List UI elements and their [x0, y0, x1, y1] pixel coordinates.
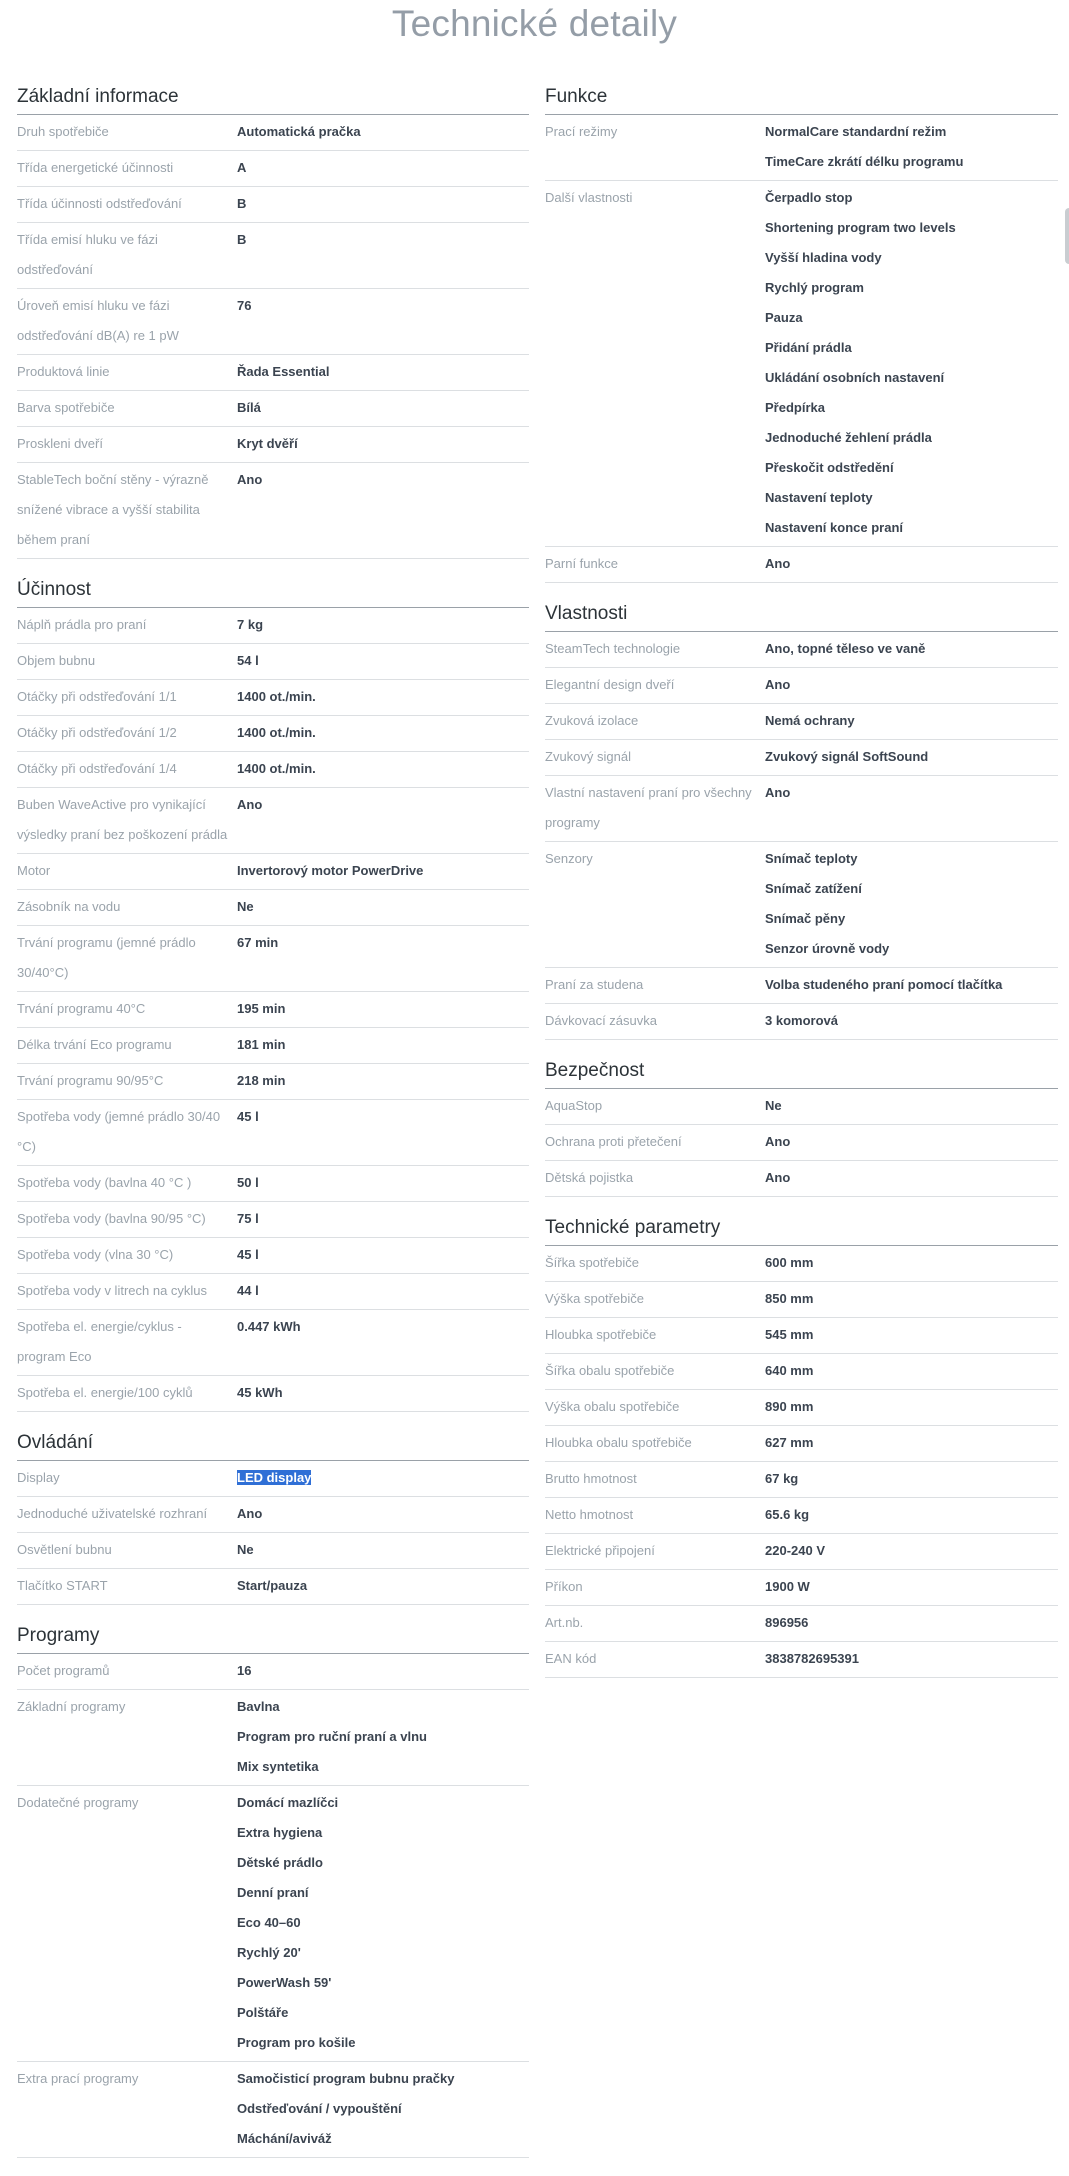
spec-value: Ano [237, 797, 263, 812]
spec-values [237, 1240, 529, 1270]
spec-values [765, 1356, 1058, 1386]
spec-label: Náplň prádla pro praní [17, 617, 147, 632]
spec-label: Hloubka obalu spotřebiče [545, 1435, 692, 1450]
spec-value: PowerWash 59' [237, 1975, 332, 1990]
spec-section-ucinnost [17, 577, 529, 1412]
spec-label: Jednoduché uživatelské rozhraní [17, 1506, 208, 1521]
spec-values [765, 1644, 1058, 1674]
spec-value: Rychlý program [765, 280, 864, 295]
spec-values [765, 742, 1058, 772]
spec-value: Rychlý 20' [237, 1945, 301, 1960]
spec-value: Zvukový signál SoftSound [765, 749, 929, 764]
spec-label: Dodatečné programy [17, 1795, 139, 1810]
spec-value: Ne [237, 899, 254, 914]
section-title: Základní informace [17, 84, 529, 115]
spec-value: Odstřeďování / vypouštění [237, 2101, 402, 2116]
spec-values [237, 1535, 529, 1565]
spec-value: Snímač teploty [765, 851, 858, 866]
spec-label: Zvuková izolace [545, 713, 639, 728]
spec-value: Ano, topné těleso ve vaně [765, 641, 926, 656]
spec-value: Shortening program two levels [765, 220, 956, 235]
spec-section-technicke-parametry [545, 1215, 1058, 1678]
spec-value: Ano [237, 1506, 263, 1521]
spec-label: Druh spotřebiče [17, 124, 109, 139]
spec-value: NormalCare standardní režim [765, 124, 947, 139]
spec-section-vlastnosti [545, 601, 1058, 1040]
spec-section-zakladni-informace [17, 84, 529, 559]
spec-label: Osvětlení bubnu [17, 1542, 112, 1557]
spec-value: 545 mm [765, 1327, 814, 1342]
spec-row [545, 1004, 1058, 1040]
spec-label: Zásobník na vodu [17, 899, 121, 914]
spec-label: Zvukový signál [545, 749, 631, 764]
spec-row [17, 391, 529, 427]
spec-label: Hloubka spotřebiče [545, 1327, 657, 1342]
spec-value: Nemá ochrany [765, 713, 855, 728]
spec-values [765, 778, 1058, 838]
spec-row [545, 1246, 1058, 1282]
spec-row [17, 1274, 529, 1310]
spec-label: Barva spotřebiče [17, 400, 115, 415]
spec-row [17, 1064, 529, 1100]
spec-value: Ano [765, 1134, 791, 1149]
spec-row [17, 463, 529, 559]
spec-values [765, 1163, 1058, 1193]
spec-section-ovladani [17, 1430, 529, 1605]
spec-label: Display [17, 1470, 60, 1485]
right-column [545, 84, 1058, 2176]
spec-value: 3838782695391 [765, 1651, 859, 1666]
spec-row [17, 926, 529, 992]
spec-row [545, 704, 1058, 740]
section-title: Vlastnosti [545, 601, 1058, 632]
spec-value: Program pro ruční praní a vlnu [237, 1729, 427, 1744]
spec-values [765, 1428, 1058, 1458]
spec-label: Praní za studena [545, 977, 644, 992]
spec-value: Jednoduché žehlení prádla [765, 430, 932, 445]
spec-value: 44 l [237, 1283, 259, 1298]
spec-label: Trvání programu (jemné prádlo 30/40°C) [17, 935, 196, 980]
section-title: Účinnost [17, 577, 529, 608]
spec-values [237, 429, 529, 459]
spec-label: Objem bubnu [17, 653, 96, 668]
spec-value: Ano [765, 785, 791, 800]
spec-label: Ochrana proti přetečení [545, 1134, 682, 1149]
spec-value: 1900 W [765, 1579, 810, 1594]
spec-value: 850 mm [765, 1291, 814, 1306]
spec-values [765, 706, 1058, 736]
spec-row [545, 1125, 1058, 1161]
spec-label: Spotřeba vody (vlna 30 °C) [17, 1247, 174, 1262]
spec-row [545, 1282, 1058, 1318]
spec-values [765, 1248, 1058, 1278]
spec-value: Snímač pěny [765, 911, 846, 926]
spec-row [17, 187, 529, 223]
spec-label: Úroveň emisí hluku ve fázi odstřeďování dB(A) re 1 pW [17, 298, 179, 343]
spec-value: Čerpadlo stop [765, 190, 853, 205]
spec-value: Polštáře [237, 2005, 289, 2020]
spec-row [545, 740, 1058, 776]
spec-row [17, 1310, 529, 1376]
spec-values [765, 1464, 1058, 1494]
spec-row [545, 1534, 1058, 1570]
spec-value: Snímač zatížení [765, 881, 862, 896]
spec-label: Šířka spotřebiče [545, 1255, 639, 1270]
spec-label: Vlastní nastavení praní pro všechny programy [545, 785, 752, 830]
spec-values [237, 357, 529, 387]
spec-label: Senzory [545, 851, 593, 866]
spec-row [17, 644, 529, 680]
spec-values [765, 970, 1058, 1000]
spec-value: Ano [237, 472, 263, 487]
spec-label: Trvání programu 40°C [17, 1001, 146, 1016]
spec-value: 50 l [237, 1175, 259, 1190]
spec-row [17, 1786, 529, 2062]
spec-row [17, 1654, 529, 1690]
spec-row [545, 632, 1058, 668]
spec-value: Start/pauza [237, 1578, 308, 1593]
spec-values [765, 1572, 1058, 1602]
spec-row [17, 608, 529, 644]
spec-row [545, 115, 1058, 181]
spec-value: Bílá [237, 400, 261, 415]
spec-values [237, 1102, 529, 1162]
spec-label: Produktová linie [17, 364, 110, 379]
spec-value: Předpírka [765, 400, 825, 415]
spec-label: Elektrické připojení [545, 1543, 655, 1558]
spec-values [237, 1312, 529, 1372]
spec-value: Ne [765, 1098, 782, 1113]
spec-row [545, 1426, 1058, 1462]
left-column [17, 84, 529, 2176]
spec-row [545, 1318, 1058, 1354]
spec-row [545, 1354, 1058, 1390]
spec-values [765, 844, 1058, 964]
spec-values [765, 1500, 1058, 1530]
spec-label: Spotřeba vody (jemné prádlo 30/40 °C) [17, 1109, 221, 1154]
spec-value: 45 l [237, 1109, 259, 1124]
spec-row [545, 1390, 1058, 1426]
spec-value: Nastavení teploty [765, 490, 873, 505]
spec-value: 7 kg [237, 617, 264, 632]
spec-row [17, 1238, 529, 1274]
spec-values [765, 117, 1058, 177]
spec-label: Spotřeba vody v litrech na cyklus [17, 1283, 208, 1298]
spec-row [17, 115, 529, 151]
spec-row [17, 890, 529, 926]
spec-values [237, 994, 529, 1024]
spec-values [765, 1284, 1058, 1314]
spec-value: Pauza [765, 310, 803, 325]
spec-value: 627 mm [765, 1435, 814, 1450]
spec-label: Buben WaveActive pro vynikající výsledky praní bez poškození prádla [17, 797, 228, 842]
spec-values [237, 1788, 529, 2058]
spec-values [765, 1536, 1058, 1566]
spec-row [17, 1569, 529, 1605]
spec-value: 600 mm [765, 1255, 814, 1270]
spec-value: 1400 ot./min. [237, 761, 316, 776]
spec-value: Automatická pračka [237, 124, 361, 139]
spec-value: 65.6 kg [765, 1507, 810, 1522]
spec-label: Výška obalu spotřebiče [545, 1399, 680, 1414]
spec-row [545, 1089, 1058, 1125]
spec-label: Trvání programu 90/95°C [17, 1073, 164, 1088]
spec-row [17, 427, 529, 463]
spec-value: 54 l [237, 653, 259, 668]
spec-value: TimeCare zkrátí délku programu [765, 154, 964, 169]
spec-section-programy [17, 1623, 529, 2158]
spec-label: Spotřeba vody (bavlna 90/95 °C) [17, 1211, 206, 1226]
spec-value: Extra hygiena [237, 1825, 323, 1840]
spec-columns [17, 84, 1058, 2176]
spec-value: 896956 [765, 1615, 809, 1630]
spec-row [17, 680, 529, 716]
spec-values [237, 1168, 529, 1198]
spec-values [237, 1204, 529, 1234]
spec-row [17, 2062, 529, 2158]
spec-label: Otáčky při odstřeďování 1/2 [17, 725, 177, 740]
spec-values [765, 1608, 1058, 1638]
section-title: Programy [17, 1623, 529, 1654]
spec-value: Dětské prádlo [237, 1855, 323, 1870]
spec-values [765, 1127, 1058, 1157]
spec-row [17, 1690, 529, 1786]
spec-row [17, 151, 529, 187]
spec-label: Proskleni dveří [17, 436, 103, 451]
spec-value: Domácí mazlíčci [237, 1795, 339, 1810]
spec-label: Extra prací programy [17, 2071, 139, 2086]
section-title: Bezpečnost [545, 1058, 1058, 1089]
spec-label: Spotřeba el. energie/100 cyklů [17, 1385, 193, 1400]
spec-values [237, 892, 529, 922]
spec-row [545, 776, 1058, 842]
spec-row [545, 1161, 1058, 1197]
spec-row [17, 355, 529, 391]
spec-row [545, 1462, 1058, 1498]
spec-label: Otáčky při odstřeďování 1/4 [17, 761, 177, 776]
spec-value: A [237, 160, 247, 175]
spec-label: SteamTech technologie [545, 641, 681, 656]
spec-label: Prací režimy [545, 124, 618, 139]
spec-row [545, 968, 1058, 1004]
spec-value: 1400 ot./min. [237, 725, 316, 740]
spec-value: B [237, 196, 247, 211]
spec-label: Tlačítko START [17, 1578, 108, 1593]
spec-value: Přidání prádla [765, 340, 852, 355]
spec-value: Volba studeného praní pomocí tlačítka [765, 977, 1003, 992]
spec-row [545, 1570, 1058, 1606]
spec-values [237, 790, 529, 850]
spec-value: Nastavení konce praní [765, 520, 903, 535]
spec-value: 76 [237, 298, 252, 313]
spec-label: Spotřeba el. energie/cyklus - program Eco [17, 1319, 182, 1364]
spec-values [765, 634, 1058, 664]
spec-label: Základní programy [17, 1699, 126, 1714]
spec-value: 75 l [237, 1211, 259, 1226]
spec-values [237, 1463, 529, 1493]
spec-row [545, 547, 1058, 583]
spec-label: Motor [17, 863, 51, 878]
spec-values [237, 610, 529, 640]
spec-value: Přeskočit odstředění [765, 460, 894, 475]
spec-values [237, 153, 529, 183]
spec-label: Výška spotřebiče [545, 1291, 644, 1306]
spec-label: Třída emisí hluku ve fázi odstřeďování [17, 232, 158, 277]
spec-label: Délka trvání Eco programu [17, 1037, 172, 1052]
spec-row [545, 1606, 1058, 1642]
spec-values [237, 1692, 529, 1782]
spec-values [237, 2064, 529, 2154]
spec-row [17, 289, 529, 355]
spec-values [765, 183, 1058, 543]
spec-row [17, 1202, 529, 1238]
spec-value: Invertorový motor PowerDrive [237, 863, 424, 878]
spec-value: Ano [765, 677, 791, 692]
spec-value: Program pro košile [237, 2035, 356, 2050]
spec-label: StableTech boční stěny - výrazně snížené vibrace a vyšší stabilita během praní [17, 472, 209, 547]
spec-value: 890 mm [765, 1399, 814, 1414]
page-title: Technické detaily [391, 3, 678, 44]
spec-value: 1400 ot./min. [237, 689, 316, 704]
spec-row [545, 668, 1058, 704]
spec-values [237, 718, 529, 748]
spec-value: Denní praní [237, 1885, 309, 1900]
spec-value: 218 min [237, 1073, 286, 1088]
spec-value: 0.447 kWh [237, 1319, 301, 1334]
spec-row [17, 1497, 529, 1533]
spec-row [545, 1498, 1058, 1534]
spec-value: Samočisticí program bubnu pračky [237, 2071, 455, 2086]
spec-value: Eco 40–60 [237, 1915, 301, 1930]
spec-value: Mix syntetika [237, 1759, 319, 1774]
spec-values [237, 1030, 529, 1060]
spec-row [17, 752, 529, 788]
spec-values [765, 1392, 1058, 1422]
spec-value: Ukládání osobních nastavení [765, 370, 945, 385]
spec-row [17, 1533, 529, 1569]
spec-label: Třída energetické účinnosti [17, 160, 174, 175]
section-title: Funkce [545, 84, 1058, 115]
spec-values [765, 1320, 1058, 1350]
spec-row [17, 854, 529, 890]
spec-value: Ano [765, 1170, 791, 1185]
spec-values [237, 646, 529, 676]
spec-value: 16 [237, 1663, 252, 1678]
spec-value: B [237, 232, 247, 247]
spec-values [237, 1656, 529, 1686]
spec-values [237, 856, 529, 886]
spec-row [545, 181, 1058, 547]
spec-label: AquaStop [545, 1098, 603, 1113]
spec-section-bezpecnost [545, 1058, 1058, 1197]
spec-label: Parní funkce [545, 556, 618, 571]
spec-label: Šířka obalu spotřebiče [545, 1363, 675, 1378]
spec-label: Třída účinnosti odstřeďování [17, 196, 182, 211]
spec-value: 67 min [237, 935, 279, 950]
spec-label: Další vlastnosti [545, 190, 633, 205]
spec-values [237, 189, 529, 219]
spec-label: Art.nb. [545, 1615, 584, 1630]
spec-row [17, 1028, 529, 1064]
spec-label: Spotřeba vody (bavlna 40 °C ) [17, 1175, 192, 1190]
spec-row [17, 1166, 529, 1202]
spec-value: 45 kWh [237, 1385, 283, 1400]
spec-values [237, 928, 529, 988]
spec-value: Kryt dvěří [237, 436, 298, 451]
spec-label: Příkon [545, 1579, 583, 1594]
spec-row [17, 788, 529, 854]
spec-row [17, 1461, 529, 1497]
spec-row [17, 1376, 529, 1412]
spec-values [765, 1006, 1058, 1036]
spec-value: Řada Essential [237, 364, 330, 379]
spec-label: Dětská pojistka [545, 1170, 634, 1185]
spec-value: Ne [237, 1542, 254, 1557]
spec-values [237, 1571, 529, 1601]
spec-values [765, 1091, 1058, 1121]
spec-label: Počet programů [17, 1663, 110, 1678]
spec-value: 3 komorová [765, 1013, 838, 1028]
spec-value: Bavlna [237, 1699, 280, 1714]
spec-value: 181 min [237, 1037, 286, 1052]
spec-value: 220-240 V [765, 1543, 825, 1558]
spec-section-funkce [545, 84, 1058, 583]
spec-row [17, 1100, 529, 1166]
spec-values [237, 117, 529, 147]
spec-value: Ano [765, 556, 791, 571]
side-scroll-tab[interactable] [1065, 208, 1069, 264]
spec-value: 640 mm [765, 1363, 814, 1378]
spec-values [765, 549, 1058, 579]
spec-value: 67 kg [765, 1471, 799, 1486]
selected-text[interactable]: LED display [237, 1470, 312, 1485]
spec-value: Vyšší hladina vody [765, 250, 882, 265]
spec-value: 195 min [237, 1001, 286, 1016]
spec-values [237, 1066, 529, 1096]
spec-row [17, 716, 529, 752]
spec-value [237, 1463, 529, 1493]
spec-label: EAN kód [545, 1651, 597, 1666]
spec-row [545, 842, 1058, 968]
spec-values [237, 291, 529, 351]
spec-values [237, 465, 529, 555]
spec-values [237, 1378, 529, 1408]
spec-values [237, 754, 529, 784]
spec-values [237, 682, 529, 712]
spec-values [237, 225, 529, 285]
section-title: Technické parametry [545, 1215, 1058, 1246]
spec-value: 45 l [237, 1247, 259, 1262]
spec-values [237, 1276, 529, 1306]
spec-label: Elegantní design dveří [545, 677, 675, 692]
spec-label: Otáčky při odstřeďování 1/1 [17, 689, 177, 704]
spec-label: Dávkovací zásuvka [545, 1013, 657, 1028]
section-title: Ovládání [17, 1430, 529, 1461]
spec-values [237, 393, 529, 423]
spec-label: Brutto hmotnost [545, 1471, 637, 1486]
spec-value: Máchání/aviváž [237, 2131, 332, 2146]
spec-row [545, 1642, 1058, 1678]
spec-values [765, 670, 1058, 700]
spec-value: Senzor úrovně vody [765, 941, 890, 956]
spec-label: Netto hmotnost [545, 1507, 634, 1522]
spec-row [17, 223, 529, 289]
spec-values [237, 1499, 529, 1529]
spec-row [17, 992, 529, 1028]
